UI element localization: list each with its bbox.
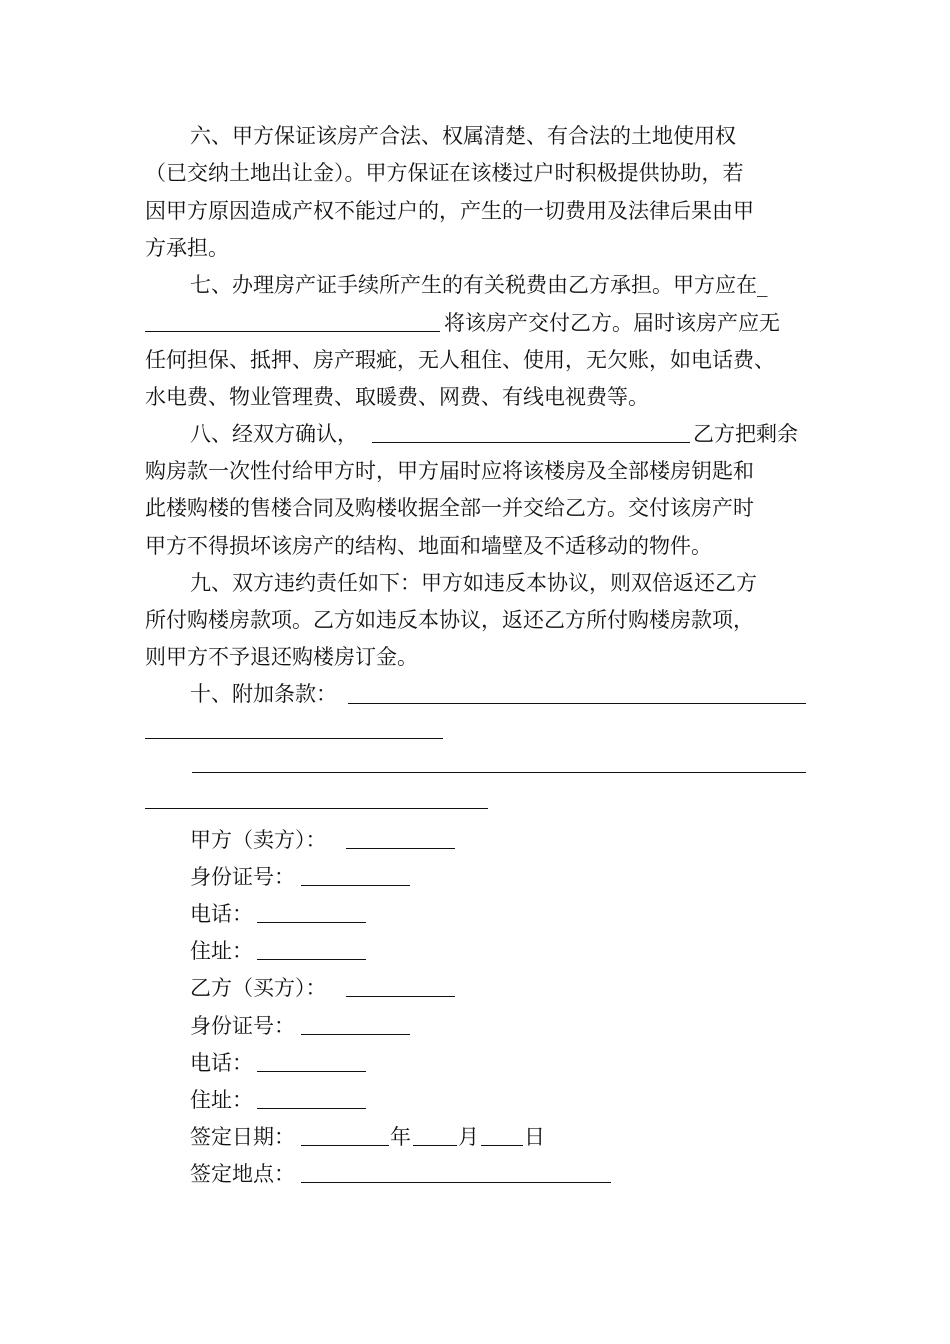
clause-eight-line-1-before: 八、经双方确认，	[190, 422, 358, 446]
party-b-id-label: 身份证号：	[190, 1014, 295, 1038]
party-b-address-blank[interactable]	[257, 1108, 366, 1109]
clause-seven-line-3: 任何担保、抵押、房产瑕疵，无人租住、使用，无欠账，如电话费、	[145, 348, 775, 372]
clause-six-line-4: 方承担。	[145, 236, 229, 260]
clause-seven-line-1: 七、办理房产证手续所产生的有关税费由乙方承担。甲方应在_	[190, 273, 768, 297]
confirmation-blank[interactable]	[372, 442, 690, 443]
sign-place-blank[interactable]	[301, 1182, 611, 1183]
year-label: 年	[390, 1125, 411, 1149]
party-a-blank[interactable]	[346, 848, 455, 849]
sign-place-label: 签定地点：	[190, 1162, 295, 1186]
party-a-label: 甲方（卖方）：	[190, 828, 327, 852]
party-b-address-label: 住址：	[190, 1088, 253, 1112]
party-b-label: 乙方（买方）：	[190, 976, 327, 1000]
additional-terms-blank-1[interactable]	[348, 703, 806, 704]
month-label: 月	[458, 1125, 479, 1149]
clause-six-line-2: （已交纳土地出让金）。甲方保证在该楼过户时积极提供协助，若	[145, 161, 744, 185]
party-b-phone-label: 电话：	[190, 1051, 253, 1075]
party-a-address-label: 住址：	[190, 939, 253, 963]
sign-date-label: 签定日期：	[190, 1125, 295, 1149]
party-b-id-blank[interactable]	[301, 1034, 410, 1035]
clause-six-line-1: 六、甲方保证该房产合法、权属清楚、有合法的土地使用权	[190, 124, 736, 148]
clause-eight-line-1-after: 乙方把剩余	[693, 422, 798, 446]
party-b-phone-blank[interactable]	[257, 1071, 366, 1072]
party-a-id-blank[interactable]	[301, 885, 410, 886]
clause-six-line-3: 因甲方原因造成产权不能过户的，产生的一切费用及法律后果由甲	[145, 199, 754, 223]
clause-eight-line-4: 甲方不得损坏该房产的结构、地面和墙壁及不适移动的物件。	[145, 534, 712, 558]
clause-seven-line-2: 将该房产交付乙方。届时该房产应无	[444, 311, 780, 335]
additional-terms-blank-3[interactable]	[192, 772, 806, 773]
additional-terms-blank-2[interactable]	[145, 738, 443, 739]
clause-nine-line-2: 所付购楼房款项。乙方如违反本协议，返还乙方所付购楼房款项，	[145, 608, 754, 632]
clause-nine-line-1: 九、双方违约责任如下：甲方如违反本协议，则双倍返还乙方	[190, 571, 757, 595]
clause-seven-line-4: 水电费、物业管理费、取暖费、网费、有线电视费等。	[145, 385, 649, 409]
clause-eight-line-3: 此楼购楼的售楼合同及购楼收据全部一并交给乙方。交付该房产时	[145, 496, 754, 520]
party-b-blank[interactable]	[346, 996, 455, 997]
party-a-phone-label: 电话：	[190, 902, 253, 926]
sign-day-blank[interactable]	[481, 1145, 523, 1146]
party-a-address-blank[interactable]	[257, 959, 366, 960]
additional-terms-blank-4[interactable]	[145, 808, 488, 809]
clause-eight-line-2: 购房款一次性付给甲方时，甲方届时应将该楼房及全部楼房钥匙和	[145, 459, 754, 483]
sign-year-blank[interactable]	[301, 1145, 389, 1146]
delivery-date-blank[interactable]	[145, 331, 440, 332]
sign-month-blank[interactable]	[413, 1145, 457, 1146]
party-a-id-label: 身份证号：	[190, 865, 295, 889]
party-a-phone-blank[interactable]	[257, 922, 366, 923]
clause-nine-line-3: 则甲方不予退还购楼房订金。	[145, 645, 418, 669]
clause-ten-label: 十、附加条款：	[190, 682, 337, 706]
day-label: 日	[524, 1125, 545, 1149]
